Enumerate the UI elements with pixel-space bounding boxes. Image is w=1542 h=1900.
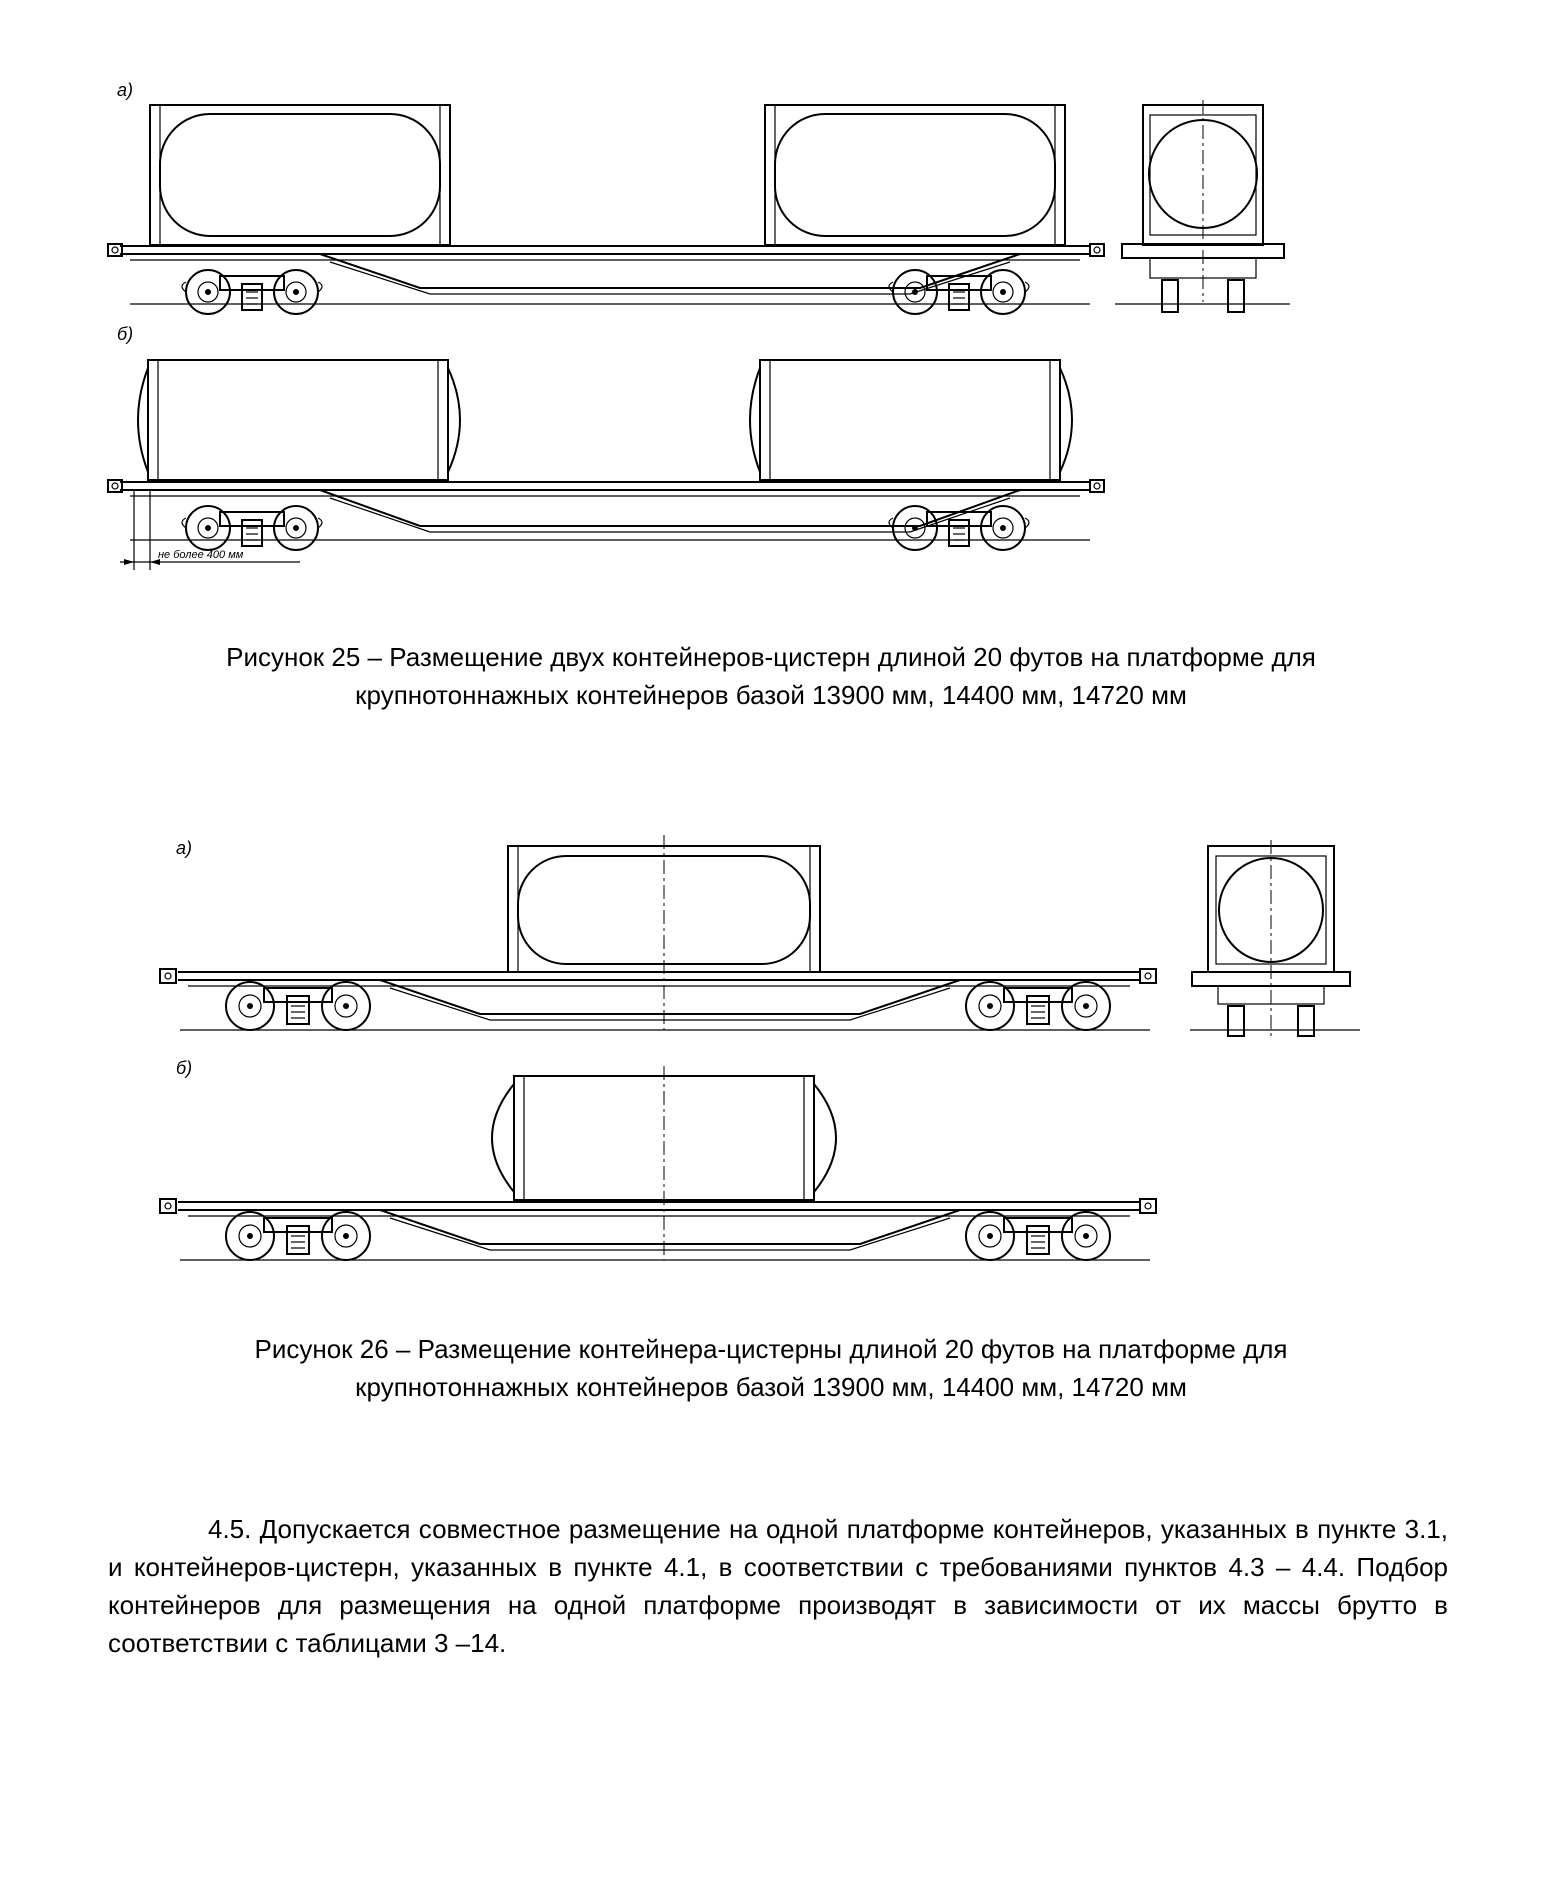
- figure-26-caption-line-2: крупнотоннажных контейнеров базой 13900 мм, 14400 мм, 14720 мм: [355, 1372, 1187, 1402]
- figure-25b-tank-container-left: [138, 360, 460, 480]
- figure-25a-tank-container-right: [765, 105, 1065, 245]
- figure-25-drawing: [0, 70, 1542, 580]
- figure-25a-end-view: [1115, 100, 1290, 312]
- figure-25-caption-line-1: Рисунок 25 – Размещение двух контейнеров-цистерн длиной 20 футов на платформе для: [226, 642, 1316, 672]
- figure-26-caption: [0, 1330, 1542, 1406]
- figure-26-drawing: [0, 830, 1542, 1280]
- figure-26b-platform: [160, 1199, 1156, 1260]
- figure-25b-platform: [108, 480, 1104, 570]
- figure-25-caption-line-2: крупнотоннажных контейнеров базой 13900 мм, 14400 мм, 14720 мм: [355, 680, 1187, 710]
- figure-26b-tank-container: [492, 1066, 836, 1260]
- figure-25a-platform: [108, 244, 1104, 314]
- figure-25-caption: [0, 638, 1542, 714]
- figure-25-label-b: б): [117, 324, 134, 344]
- figure-26a-tank-container: [508, 835, 820, 1030]
- figure-25-dimension-note: не более 400 мм: [158, 549, 244, 561]
- figure-25b-tank-container-right: [750, 360, 1072, 480]
- figure-26-label-a: а): [176, 838, 193, 858]
- figure-26a-end-view: [1190, 840, 1360, 1040]
- figure-25a-tank-container-left: [150, 105, 450, 245]
- figure-25-label-a: а): [117, 80, 134, 100]
- figure-26-label-b: б): [176, 1058, 193, 1078]
- section-4-5-paragraph: 4.5. Допускается совместное размещение на одной платформе контейнеров, указанных в пункте 3.1, и контейнеров-цистерн, указанных в пункте 4.1, в соответствии с требованиями пунктов 4.3 – 4.4. Подбор контейнеров для размещения на одной платформе производят в зависимости от их массы брутто в соответствии с таблицами 3 –14.: [108, 1514, 1448, 1658]
- figure-26-caption-line-1: Рисунок 26 – Размещение контейнера-цистерны длиной 20 футов на платформе для: [254, 1334, 1288, 1364]
- figure-26a-platform: [160, 969, 1156, 1030]
